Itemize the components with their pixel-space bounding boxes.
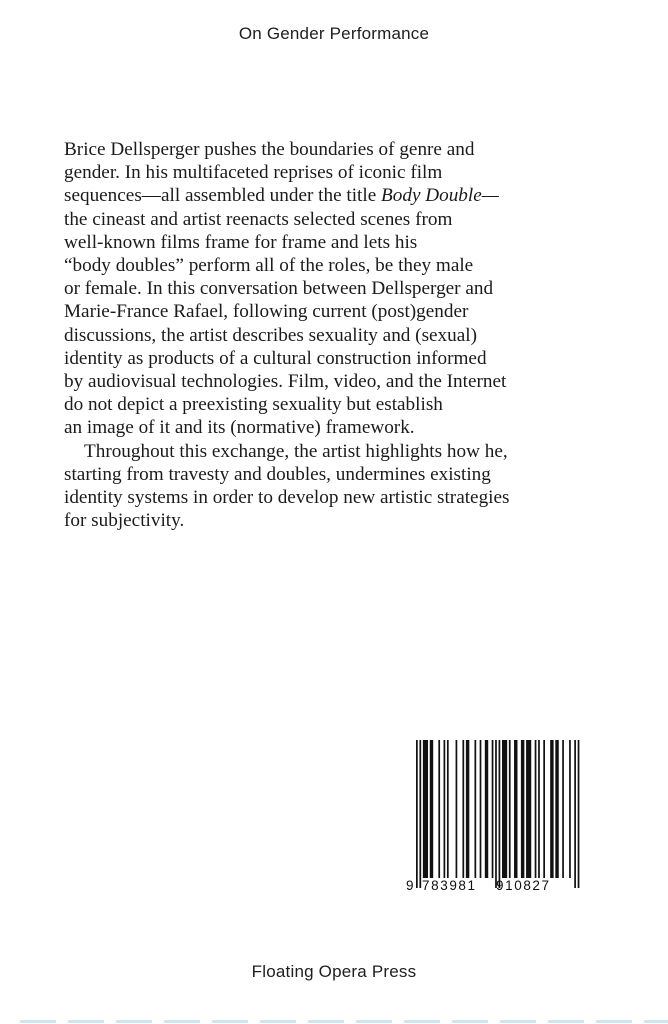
barcode-digits xyxy=(404,878,586,898)
barcode-bar xyxy=(535,740,537,878)
barcode-bar xyxy=(474,740,476,878)
blurb-paragraph-1 xyxy=(64,138,624,440)
footer-strip-dash xyxy=(68,1020,104,1023)
barcode-guard-bar xyxy=(578,740,580,888)
blurb-line: Throughout this exchange, the artist highlights how he, xyxy=(84,440,508,462)
barcode-bar xyxy=(456,740,458,878)
footer-strip-dash xyxy=(404,1020,440,1023)
footer-strip-dash xyxy=(308,1020,344,1023)
footer-strip-dash xyxy=(260,1020,296,1023)
barcode-guard-bar xyxy=(574,740,576,888)
barcode-bar xyxy=(466,740,469,878)
blurb-line: by audiovisual technologies. Film, video, and the Internet xyxy=(64,371,507,393)
barcode-guard-bar xyxy=(419,740,421,888)
footer-strip-dash xyxy=(596,1020,632,1023)
barcode-bar xyxy=(569,740,571,878)
blurb-line: an image of it and its (normative) framework. xyxy=(64,417,415,439)
blurb-line: do not depict a preexisting sexuality but establish xyxy=(64,394,443,416)
barcode-guard-bar xyxy=(495,740,497,888)
footer-strip-dash xyxy=(212,1020,248,1023)
barcode-bar xyxy=(538,740,540,878)
footer-strip-dash xyxy=(164,1020,200,1023)
blurb-line: for subjectivity. xyxy=(64,510,185,532)
blurb-line: identity as products of a cultural construction informed xyxy=(64,347,487,369)
barcode-bar xyxy=(438,740,440,878)
blurb-line: starting from travesty and doubles, undermines existing xyxy=(64,463,491,485)
blurb-line: Brice Dellsperger pushes the boundaries of genre and xyxy=(64,139,475,160)
blurb-line: or female. In this conversation between Dellsperger and xyxy=(64,278,494,300)
barcode-lead-digit: 9 xyxy=(406,878,414,893)
barcode-guard-bar xyxy=(416,740,418,888)
barcode-bar xyxy=(480,740,482,878)
barcode-bar xyxy=(550,740,553,878)
italic-title: Body Double— xyxy=(381,185,499,207)
footer-strip-dash xyxy=(452,1020,488,1023)
blurb-line: “body doubles” perform all of the roles, be they male xyxy=(64,255,474,277)
barcode-bar xyxy=(509,740,511,878)
barcode-bar xyxy=(423,740,428,878)
footer-strip-dash xyxy=(356,1020,392,1023)
blurb-line: discussions, the artist describes sexuality and (sexual) xyxy=(64,324,477,346)
footer-strip-dash xyxy=(548,1020,584,1023)
barcode-bar xyxy=(502,740,507,878)
blurb-line xyxy=(64,184,624,207)
barcode-bar xyxy=(430,740,433,878)
header-title: On Gender Performance xyxy=(238,24,430,43)
barcode-bar xyxy=(543,740,545,878)
barcode-left-digits: 783981 xyxy=(422,878,477,893)
barcode-bar xyxy=(514,740,517,878)
footer-strip-dash xyxy=(644,1020,668,1023)
blurb-line: well-known films frame for frame and lets his xyxy=(64,231,418,253)
isbn-barcode xyxy=(404,738,586,900)
footer-strip-dash xyxy=(500,1020,536,1023)
barcode-bar xyxy=(485,740,488,878)
barcode-bar xyxy=(492,740,494,878)
barcode-bars xyxy=(404,738,586,890)
footer-decorative-strip xyxy=(0,1020,668,1024)
barcode-bar xyxy=(462,740,464,878)
blurb-paragraph-2 xyxy=(64,440,624,533)
back-cover-blurb xyxy=(64,138,624,532)
blurb-line-text: sequences—all assembled under the title xyxy=(64,185,382,207)
blurb-line: gender. In his multifaceted reprises of iconic film xyxy=(64,162,443,184)
barcode-right-digits: 910827 xyxy=(496,878,551,893)
barcode-bar xyxy=(521,740,524,878)
barcode-bar xyxy=(526,740,531,878)
blurb-line: Marie-France Rafael, following current (post)gender xyxy=(64,301,469,323)
blurb-line: identity systems in order to develop new artistic strategies xyxy=(64,487,510,509)
barcode-bar xyxy=(444,740,446,878)
barcode-bar xyxy=(447,740,449,878)
publisher-name: Floating Opera Press xyxy=(251,962,417,981)
barcode-guard-bar xyxy=(499,740,501,888)
barcode-bar xyxy=(562,740,564,878)
footer-strip-dash xyxy=(20,1020,56,1023)
blurb-line: the cineast and artist reenacts selected scenes from xyxy=(64,208,453,230)
footer-strip-dash xyxy=(116,1020,152,1023)
barcode-bar xyxy=(555,740,558,878)
